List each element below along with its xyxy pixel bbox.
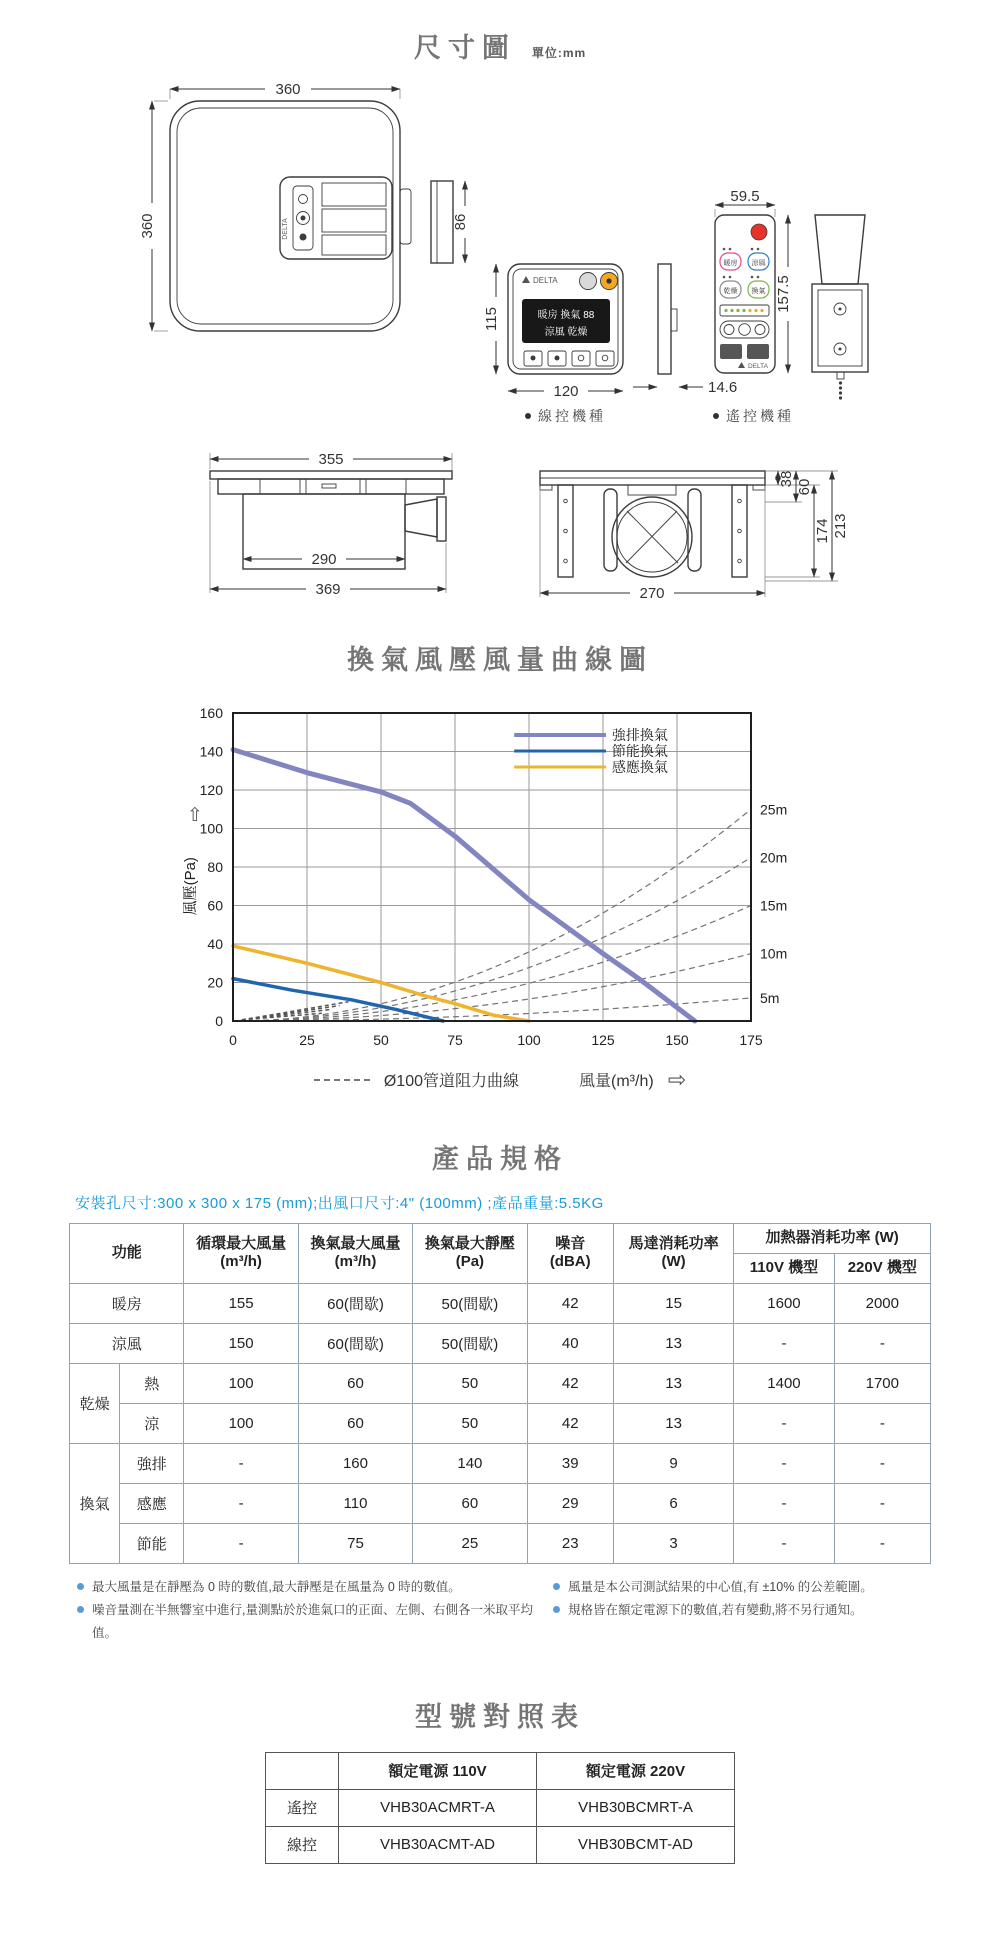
origin-fan-dash (242, 1013, 322, 1020)
duct-curve-label: 10m (760, 945, 788, 962)
x-tick-label: 125 (591, 1032, 615, 1048)
bottom-d2-dim: 60 (796, 478, 813, 496)
side-overall-dim: 369 (315, 581, 341, 598)
spec-row-vent-eco: 節能 - 75 25 23 3 - - (70, 1523, 931, 1563)
footnote: 最大風量是在靜壓為 0 時的數值,最大靜壓是在風量為 0 時的數值。 (77, 1576, 553, 1599)
remote-button-dry: 乾燥 (723, 288, 738, 295)
footnotes (69, 1576, 949, 1645)
duct-resistance-curve (233, 809, 751, 1021)
footnote: 風量是本公司測試結果的中心值,有 ±10% 的公差範圍。 (553, 1576, 949, 1599)
spec-table (69, 1223, 931, 1564)
duct-resistance-curve (233, 998, 751, 1021)
spec-row-dry-cool: 涼 100 60 50 42 13 - - (70, 1403, 931, 1443)
spec-row-cool: 涼風 150 60(間歇) 50(間歇) 40 13 - - (70, 1323, 931, 1363)
duct-curve-note: Ø100管道阻力曲線 (383, 1073, 520, 1090)
model-row-remote (266, 1789, 735, 1826)
x-tick-label: 0 (229, 1032, 237, 1048)
top-view-brand-logo: DELTA (282, 218, 289, 240)
header-vent-flow: 換氣最大風量 (m³/h) (298, 1224, 412, 1284)
y-tick-label: 100 (199, 820, 223, 837)
y-tick-label: 120 (199, 782, 223, 798)
sub-label: 熱 (120, 1363, 184, 1403)
origin-fan-dash (242, 1002, 349, 1020)
model-number: VHB30ACMRT-A (339, 1789, 537, 1826)
x-tick-label: 150 (665, 1032, 689, 1048)
controller-width-dim: 120 (553, 383, 579, 400)
spec-row-dry-hot: 乾燥 熱 100 60 50 42 13 1400 1700 (70, 1363, 931, 1403)
header-circ-flow: 循環最大風量 (m³/h) (184, 1224, 298, 1284)
bullet-icon (713, 413, 719, 419)
legend-label: 感應換氣 (611, 759, 668, 775)
header-motor-power: 馬達消耗功率 (W) (613, 1224, 733, 1284)
y-tick-label: 160 (199, 705, 223, 721)
x-tick-label: 175 (739, 1032, 763, 1048)
header-220v: 220V 機型 (834, 1253, 930, 1283)
unit-note: 單位:mm (531, 46, 587, 60)
x-tick-label: 75 (447, 1032, 463, 1048)
outlet-height-dim: 86 (452, 213, 469, 231)
model-header-row (266, 1752, 735, 1789)
top-view-drawing (139, 81, 473, 331)
model-row-wired (266, 1826, 735, 1863)
y-tick-label: 60 (207, 897, 223, 914)
duct-curve-label: 5m (760, 989, 780, 1006)
remote-stop-button (751, 224, 767, 240)
bottom-view-drawing (540, 471, 849, 602)
bullet-icon (553, 1583, 560, 1590)
sub-label: 強排 (120, 1443, 184, 1483)
row-label: 暖房 (70, 1283, 184, 1323)
bullet-icon (525, 413, 531, 419)
side-body-dim: 290 (311, 551, 337, 568)
header-110v-power: 額定電源 110V (339, 1752, 537, 1789)
footnote: 噪音量測在半無響室中進行,量測點於於進氣口的正面、左側、右側各一米取平均值。 (77, 1599, 553, 1645)
y-tick-label: 0 (215, 1013, 223, 1029)
dimension-diagram (60, 69, 940, 614)
y-tick-label: 80 (207, 859, 223, 875)
row-label: 線控 (266, 1826, 339, 1863)
bottom-d1-dim: 38 (778, 470, 795, 488)
remote-height-dim: 157.5 (775, 275, 792, 313)
x-tick-label: 100 (517, 1032, 541, 1048)
remote-button-heat: 暖房 (723, 260, 738, 267)
x-axis-label: 風量(m³/h) (579, 1073, 654, 1090)
remote-button-vent: 換氣 (751, 288, 766, 295)
wired-caption: 線控機種 (538, 408, 606, 424)
y-axis-label: 風壓(Pa) (182, 857, 199, 916)
sub-label: 涼 (120, 1403, 184, 1443)
model-section (265, 1752, 735, 1864)
bottom-d3-dim: 174 (814, 518, 831, 544)
footnote: 規格皆在額定電源下的數值,若有變動,將不另行通知。 (553, 1599, 949, 1622)
bullet-icon (77, 1583, 84, 1590)
duct-curve-label: 20m (760, 849, 788, 866)
y-tick-label: 140 (199, 743, 223, 760)
spec-section-title: 產品規格 (432, 1144, 568, 1174)
x-tick-label: 50 (373, 1032, 389, 1048)
duct-curve-label: 25m (760, 801, 788, 818)
right-arrow-icon: ⇨ (667, 1066, 687, 1092)
duct-resistance-curve (233, 857, 751, 1021)
model-table (265, 1752, 735, 1864)
lcd-line2: 涼風 乾燥 (544, 327, 588, 338)
sub-label: 節能 (120, 1523, 184, 1563)
header-static-pressure: 換氣最大靜壓 (Pa) (413, 1224, 527, 1284)
dimension-section-header (0, 26, 1000, 65)
remote-brand-logo: DELTA (748, 363, 768, 370)
bullet-icon (553, 1606, 560, 1613)
legend-label: 節能換氣 (611, 743, 668, 759)
dashed-line-sample-icon (314, 1079, 370, 1081)
remote-caption: 遙控機種 (726, 408, 794, 424)
side-view-drawing (210, 451, 452, 598)
lcd-line1: 暖房 換氣 88 (537, 310, 595, 321)
installation-spec-line: 安裝孔尺寸:300 x 300 x 175 (mm);出風口尺寸:4" (100mm) ;產品重量:5.5KG (75, 1195, 604, 1212)
flow-pressure-chart (175, 699, 825, 1091)
corner-cell (266, 1752, 339, 1789)
flow-pressure-chart-plot (175, 699, 825, 1059)
header-heater-power: 加熱器消耗功率 (W) (734, 1224, 931, 1254)
top-view-height-dim: 360 (139, 213, 156, 239)
top-view-width-dim: 360 (275, 81, 301, 98)
remote-width-dim: 59.5 (730, 188, 760, 205)
model-number: VHB30ACMT-AD (339, 1826, 537, 1863)
group-label: 乾燥 (70, 1363, 120, 1443)
side-flange-dim: 355 (318, 451, 344, 468)
legend-label: 強排換氣 (611, 727, 668, 743)
spec-header-row (70, 1224, 931, 1254)
spec-section (69, 1192, 931, 1645)
controller-depth-dim: 14.6 (708, 379, 738, 396)
model-number: VHB30BCMT-AD (537, 1826, 735, 1863)
dimension-title: 尺寸圖 (413, 33, 516, 63)
group-label: 換氣 (70, 1443, 120, 1563)
row-label: 遙控 (266, 1789, 339, 1826)
spec-row-vent-strong: 換氣 強排 - 160 140 39 9 - - (70, 1443, 931, 1483)
chart-note-row (175, 1068, 825, 1091)
bullet-icon (77, 1606, 84, 1613)
spec-row-heating: 暖房 155 60(間歇) 50(間歇) 42 15 1600 2000 (70, 1283, 931, 1323)
remote-button-cool: 涼風 (751, 260, 766, 267)
row-label: 涼風 (70, 1323, 184, 1363)
spec-row-vent-sense: 感應 - 110 60 29 6 - - (70, 1483, 931, 1523)
curve-chart-title: 換氣風壓風量曲線圖 (347, 645, 653, 675)
header-noise: 噪音 (dBA) (527, 1224, 613, 1284)
x-tick-label: 25 (299, 1032, 315, 1048)
model-section-title: 型號對照表 (415, 1701, 585, 1732)
controller-brand-logo: DELTA (533, 276, 558, 285)
wired-controller-drawing (483, 264, 737, 424)
duct-curve-label: 15m (760, 897, 788, 914)
up-arrow-icon: ⇧ (187, 804, 203, 826)
model-number: VHB30BCMRT-A (537, 1789, 735, 1826)
y-tick-label: 20 (207, 974, 223, 991)
bottom-width-dim: 270 (639, 585, 665, 602)
header-function: 功能 (70, 1224, 184, 1284)
sub-label: 感應 (120, 1483, 184, 1523)
bottom-d4-dim: 213 (832, 513, 849, 539)
y-tick-label: 40 (207, 936, 223, 952)
controller-height-dim: 115 (483, 307, 500, 331)
header-220v-power: 額定電源 220V (537, 1752, 735, 1789)
header-110v: 110V 機型 (734, 1253, 834, 1283)
